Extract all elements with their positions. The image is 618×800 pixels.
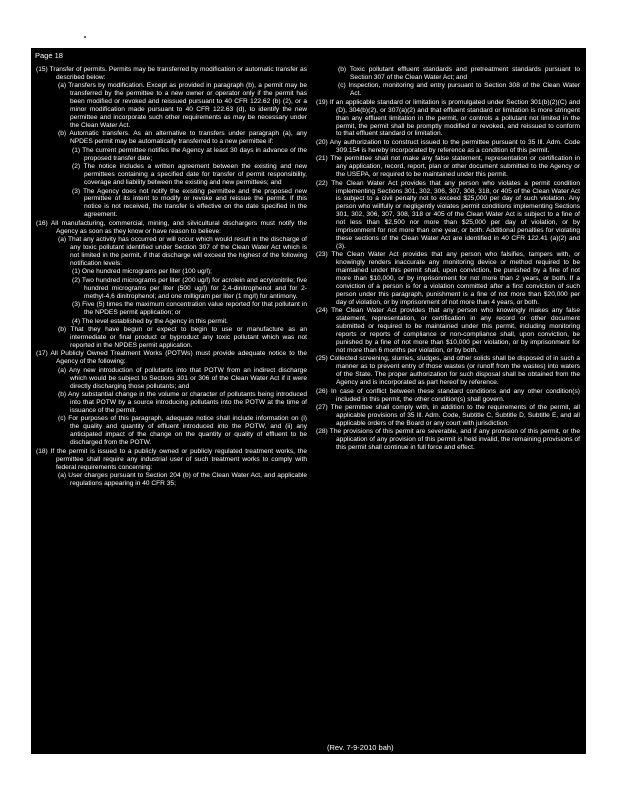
paragraph: (1) One hundred micrograms per liter (100 ug/l); xyxy=(72,268,212,276)
paragraph: (17) All Publicly Owned Treatment Works (POTWs) must provide adequate notice to the Agency of the following: xyxy=(36,350,307,366)
paragraph: (3) The Agency does not notify the existing permittee and the proposed new permittee of its intent to modify or revoke and reissue the permit. If this notice is not received, the transfer is effective on the date specified in the agreement. xyxy=(72,187,307,219)
paragraph: (15) Transfer of permits. Permits may be transferred by modification or automatic transfer as described below: xyxy=(36,66,307,81)
paragraph: (25) Collected screening, slurries, sludges, and other solids shall be disposed of in such a manner as to prevent entry of those wastes (or runoff from the wastes) into waters of the State. The proper authorization for such disposal shall be obtained from the Agency and is incorporated as part hereof by reference. xyxy=(316,355,580,387)
paragraph: (b) Automatic transfers. As an alternative to transfers under paragraph (a), any NPDES permit may be automatically transferred to a new permittee if: xyxy=(58,130,307,146)
paragraph: (3) Five (5) times the maximum concentration value reported for that pollutant in the NPDES permit application; or xyxy=(72,301,307,317)
paragraph: (b) Toxic pollutant effluent standards and pretreatment standards pursuant to Section 307 of the Clean Water Act; and xyxy=(338,66,580,81)
paragraph: (28) The provisions of this permit are severable, and if any provision of this permit, or the application of any provision of this permit is held invalid, the remaining provisions of this permit shall continue in full force and effect. xyxy=(316,428,580,452)
paragraph: (21) The permittee shall not make any false statement, representation or certification in any application, record, report, plan or other document submitted to the Agency or the USEPA, or required to be maintained under this permit. xyxy=(316,155,580,179)
paragraph: (19) If an applicable standard or limitation is promulgated under Section 301(b)(2)(C) and (D), 304(b)(2), or 307(a)(2) and that effluent standard or limitation is more stringent than any effluent limitation in the permit, or controls a pollutant not limited in the permit, the permit shall be promptly modified or revoked, and reissued to conform to that effluent standard or limitation. xyxy=(316,98,580,138)
document-page xyxy=(31,48,586,754)
revision-footer: (Rev. 7-9-2010 bah) xyxy=(327,743,394,752)
paragraph: (4) The level established by the Agency in this permit. xyxy=(72,317,229,325)
page-number: Page 18 xyxy=(35,51,63,60)
scan-speck xyxy=(84,36,86,38)
paragraph: (c) For purposes of this paragraph, adequate notice shall include information on (i) the quality and quantity of effluent introduced into the POTW, and (ii) any anticipated impact of the change on the quantity or quality of effluent to be discharged from the POTW. xyxy=(58,415,307,447)
paragraph: (23) The Clean Water Act provides that any person who falsifies, tampers with, or knowingly renders inaccurate any monitoring device or method required to be maintained under this permit shall, upon conviction, be punished by a fine of not more than $10,000, or by imprisonment for not more than 2 years, or both. If a conviction of a person is for a violation committed after a first conviction of such person under this paragraph, punishment is a fine of not more than $20,000 per day of violation, or by imprisonment of not more than 4 years, or both. xyxy=(316,251,580,306)
paragraph: (2) Two hundred micrograms per liter (200 ug/l) for acrolein and acrylonitrile; five hundred micrograms per liter (500 ug/l) for 2,4-dinitrophenol and for 2-methyl-4,6 dinitrophenol; and one milligram per liter (1 mg/l) for antimony. xyxy=(72,276,307,300)
paragraph: (a) Transfers by modification. Except as provided in paragraph (b), a permit may be transferred by the permittee to a new owner or operator only if the permit has been modified or revoked and reissued pursuant to 40 CFR 122.62 (b) (2), or a minor modification made pursuant to 40 CFR 122.63 (d), to identify the new permittee and incorporate such other requirements as may be necessary under the Clean Water Act. xyxy=(58,82,307,129)
paragraph: (a) User charges pursuant to Section 204 (b) of the Clean Water Act, and applicable regulations appearing in 40 CFR 35; xyxy=(58,472,307,487)
right-column xyxy=(316,66,580,453)
paragraph: (c) Inspection, monitoring and entry pursuant to Section 308 of the Clean Water Act. xyxy=(338,82,580,98)
paragraph: (16) All manufacturing, commercial, mining, and silvicultural dischargers must notify the Agency as soon as they know or have reason to believe: xyxy=(36,219,307,235)
paragraph: (18) If the permit is issued to a publicly owned or publicly regulated treatment works, the permittee shall require any industrial user of such treatment works to comply with federal requirements concerning: xyxy=(36,447,307,471)
paragraph: (24) The Clean Water Act provides that any person who knowingly makes any false statement, representation, or certification in any record or other document submitted or required to be maintained under this permit, including monitoring reports or reports of compliance or non-compliance shall, upon conviction, be punished by a fine of not more than $10,000 per violation, or by imprisonment for not more than 6 months per violation, or by both. xyxy=(316,307,580,354)
left-column xyxy=(36,66,307,488)
paragraph: (22) The Clean Water Act provides that any person who violates a permit condition implementing Sections 301, 302, 306, 307, 308, 318, or 405 of the Clean Water Act is subject to a civil penalty not to exceed $25,000 per day of such violation. Any person who willfully or negligently violates permit conditions implementing Sections 301, 302, 306, 307, 308, 318 or 405 of the Clean Water Act is subject to a fine of not less than $2,500 nor more than $25,000 per day of violation, or by imprisonment for not more than one year, or both. Additional penalties for violating these sections of the Clean Water Act are identified in 40 CFR 122.41 (a)(2) and (3). xyxy=(316,179,580,250)
paragraph: (20) Any authorization to construct issued to the permittee pursuant to 35 Ill. Adm. Code 309.154 is hereby incorporated by reference as a condition of this permit. xyxy=(316,138,580,154)
paragraph: (27) The permittee shall comply with, in addition to the requirements of the permit, all applicable provisions of 35 Ill. Adm. Code, Subtitle C, Subtitle D, Subtitle E, and all applicable orders of the Board or any court with jurisdiction. xyxy=(316,404,580,427)
paragraph: (b) Any substantial change in the volume or character of pollutants being introduced into that POTW by a source introducing pollutants into the POTW at the time of issuance of the permit. xyxy=(58,391,307,414)
paragraph: (b) That they have begun or expect to begin to use or manufacture as an intermediate or final product or byproduct any toxic pollutant which was not reported in the NPDES permit application. xyxy=(58,326,307,349)
paragraph: (a) Any new introduction of pollutants into that POTW from an indirect discharge which would be subject to Sections 301 or 306 of the Clean Water Act if it were directly discharging those pollutants; and xyxy=(58,366,307,390)
paragraph: (a) That any activity has occurred or will occur which would result in the discharge of any toxic pollutant identified under Section 307 of the Clean Water Act which is not limited in the permit, if that discharge will exceed the highest of the following notification levels: xyxy=(58,236,307,267)
paragraph: (1) The current permittee notifies the Agency at least 30 days in advance of the proposed transfer date; xyxy=(72,146,307,162)
paragraph: (26) In case of conflict between these standard conditions and any other condition(s) included in this permit, the other condition(s) shall govern. xyxy=(316,387,580,403)
paragraph: (2) The notice includes a written agreement between the existing and new permittees containing a specified date for transfer of permit responsibility, coverage and liability between the existing and new permittees; and xyxy=(72,163,307,187)
